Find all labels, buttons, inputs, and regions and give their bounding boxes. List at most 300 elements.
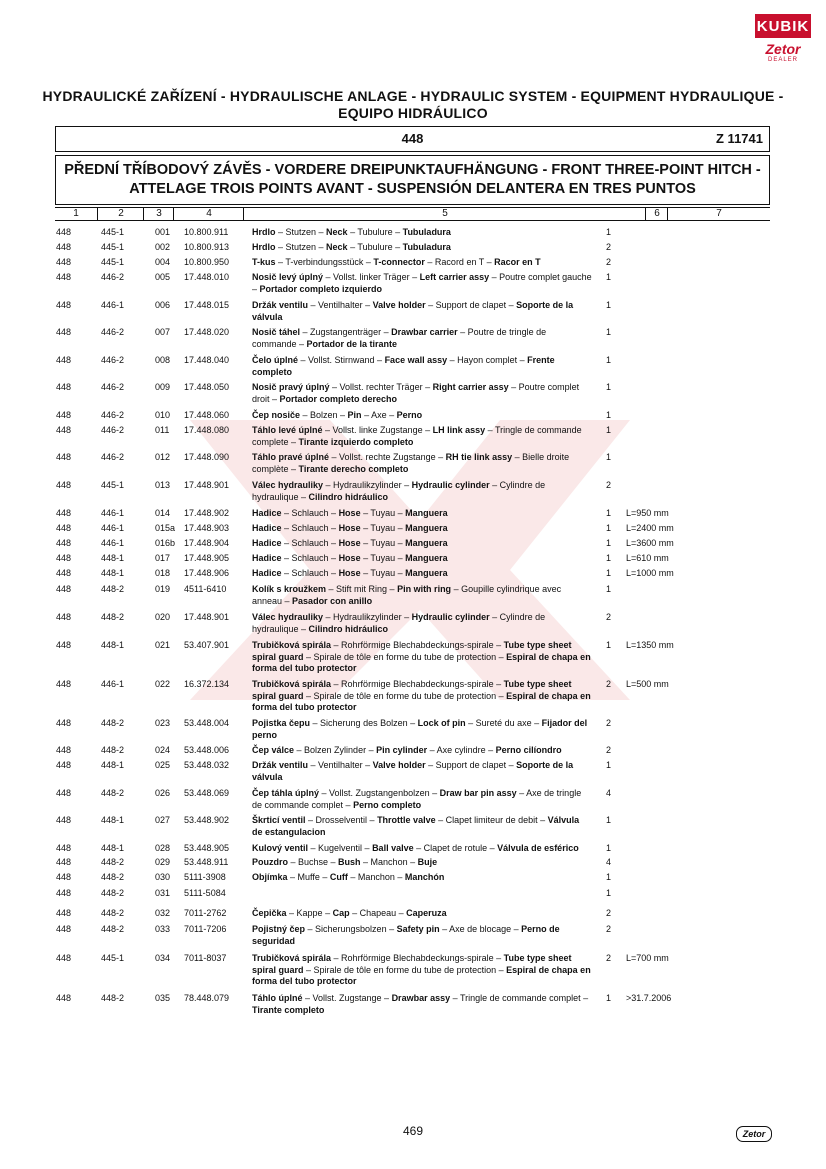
description-term: T-connector: [373, 257, 425, 267]
col-position: 006: [155, 300, 171, 310]
col-group: 448: [56, 480, 72, 490]
col-quantity: 1: [606, 272, 612, 282]
description-term: Espiral de chapa en forma del tubo protector: [252, 651, 591, 673]
col-group: 448: [56, 300, 72, 310]
col-part-number: 5111-5084: [184, 888, 226, 898]
col-illustration: 445-1: [101, 953, 125, 963]
description-term: Hadice: [252, 523, 282, 533]
description-text: – Zugstangenträger –: [300, 327, 392, 337]
description-text: – Spirale de tôle en forme du tube de protection –: [303, 690, 507, 701]
col-position: 013: [155, 480, 171, 490]
description-term: Válvula de estangulacion: [252, 815, 580, 837]
description-term: Pojistný čep: [252, 924, 306, 934]
description-text: – Kappe –: [286, 908, 333, 918]
col-quantity: 2: [606, 908, 612, 918]
col-group: 448: [56, 788, 72, 798]
logo-top-text: KUBIK: [756, 18, 810, 35]
col-description: [252, 257, 592, 269]
col-position: 028: [155, 843, 171, 853]
description-text: – Stutzen –: [275, 242, 327, 252]
description-term: Valve holder: [372, 760, 426, 770]
column-header-3: 3: [143, 208, 174, 220]
col-illustration: 446-1: [101, 508, 125, 518]
col-position: 014: [155, 508, 171, 518]
description-term: Cilindro hidráulico: [308, 623, 389, 634]
col-position: 026: [155, 788, 171, 798]
col-group: 448: [56, 815, 72, 825]
col-part-number: 17.448.906: [184, 568, 230, 578]
col-group: 448: [56, 843, 72, 853]
col-illustration: 445-1: [101, 257, 125, 267]
col-description: [252, 382, 592, 405]
group-box: [55, 126, 770, 152]
col-description: [252, 242, 592, 254]
description-text: – Poutre complet gauche –: [252, 272, 592, 294]
description-term: Táhlo pravé úplné: [252, 452, 330, 462]
description-term: Hadice: [252, 553, 282, 563]
col-part-number: 17.448.080: [184, 425, 230, 435]
col-note: L=1350 mm: [626, 640, 674, 650]
description-term: T-kus: [252, 257, 276, 267]
description-term: LH link assy: [432, 425, 486, 435]
col-description: [252, 815, 592, 838]
col-position: 024: [155, 745, 171, 755]
description-text: – Hydraulikzylinder –: [323, 612, 412, 622]
column-header-2: 2: [97, 208, 144, 220]
col-position: 016b: [155, 538, 176, 548]
column-header-row: [55, 207, 770, 221]
col-quantity: 1: [606, 300, 612, 310]
description-term: Pojistka čepu: [252, 718, 311, 728]
col-part-number: 53.448.006: [184, 745, 230, 755]
col-quantity: 2: [606, 953, 612, 963]
description-term: Buje: [417, 857, 438, 867]
col-position: 029: [155, 857, 171, 867]
col-quantity: 2: [606, 679, 612, 689]
description-text: – Cylindre de hydraulique –: [252, 612, 546, 634]
description-text: – T-verbindungsstück –: [275, 257, 374, 267]
description-term: Držák ventilu: [252, 760, 309, 770]
description-term: Tube type sheet spiral guard: [252, 640, 572, 662]
description-term: Tube type sheet spiral guard: [252, 679, 572, 701]
col-group: 448: [56, 523, 72, 533]
col-group: 448: [56, 993, 72, 1003]
description-text: – Vollst. rechter Träger –: [329, 382, 433, 392]
col-group: 448: [56, 888, 72, 898]
description-term: Portador de la tirante: [306, 338, 398, 349]
col-description: [252, 355, 592, 378]
description-text: – Rohrförmige Blechabdeckungs-spirale –: [331, 679, 504, 689]
column-header-5: 5: [243, 208, 646, 220]
col-quantity: 1: [606, 872, 612, 882]
description-term: Nosič pravý úplný: [252, 382, 330, 392]
col-illustration: 448-2: [101, 584, 125, 594]
description-term: Hose: [338, 553, 361, 563]
description-text: – Racord en T –: [424, 257, 495, 267]
description-text: – Poutre complet droit –: [252, 382, 580, 404]
col-description: [252, 953, 592, 988]
description-term: Nosič táhel: [252, 327, 301, 337]
description-term: Pin: [347, 410, 362, 420]
col-quantity: 2: [606, 257, 612, 267]
col-part-number: 17.448.905: [184, 553, 230, 563]
col-quantity: 2: [606, 480, 612, 490]
kubik-zetor-logo: [755, 14, 811, 68]
col-group: 448: [56, 760, 72, 770]
col-quantity: 1: [606, 993, 612, 1003]
col-part-number: 10.800.913: [184, 242, 230, 252]
heading-line-1: HYDRAULICKÉ ZAŘÍZENÍ - HYDRAULISCHE ANLAGE - HYDRAULIC SYSTEM - EQUIPMENT HYDRAULIQUE -: [42, 88, 784, 104]
description-term: Válvula de esférico: [497, 843, 579, 853]
col-group: 448: [56, 679, 72, 689]
col-description: [252, 568, 592, 580]
description-term: Manchón: [404, 872, 445, 882]
description-text: – Spirale de tôle en forme du tube de protection –: [303, 964, 507, 975]
col-note: L=1000 mm: [626, 568, 674, 578]
col-description: [252, 640, 592, 675]
col-position: 008: [155, 355, 171, 365]
description-term: Hadice: [252, 538, 282, 548]
col-description: [252, 584, 592, 607]
col-description: [252, 843, 592, 855]
description-term: Táhlo úplné: [252, 993, 303, 1003]
page-number: 469: [402, 1124, 424, 1138]
col-illustration: 448-1: [101, 640, 125, 650]
col-quantity: 1: [606, 327, 612, 337]
description-text: – Poutre de tringle de commande –: [252, 327, 547, 349]
col-quantity: 1: [606, 227, 612, 237]
description-text: – Tuyau –: [360, 553, 406, 563]
col-quantity: 1: [606, 568, 612, 578]
col-description: [252, 508, 592, 520]
col-position: 027: [155, 815, 171, 825]
col-position: 018: [155, 568, 171, 578]
footer-zetor-logo: Zetor: [736, 1126, 772, 1142]
description-text: – Schlauch –: [281, 538, 339, 548]
description-term: Tirante completo: [252, 1004, 325, 1015]
col-quantity: 2: [606, 242, 612, 252]
col-group: 448: [56, 718, 72, 728]
logo-sub-text: DEALER: [767, 57, 798, 63]
col-part-number: 7011-7206: [184, 924, 227, 934]
description-term: Manguera: [405, 523, 448, 533]
col-position: 022: [155, 679, 171, 689]
description-term: Ball valve: [372, 843, 414, 853]
subassembly-line-1: PŘEDNÍ TŘÍBODOVÝ ZÁVĚS - VORDERE DREIPUNKTAUFHÄNGUNG - FRONT THREE-POINT HITCH -: [64, 162, 761, 178]
description-text: – Hayon complet –: [447, 355, 528, 365]
description-term: Soporte de la válvula: [252, 300, 574, 322]
col-part-number: 17.448.904: [184, 538, 230, 548]
col-quantity: 4: [606, 857, 612, 867]
description-term: Tubuladura: [402, 242, 451, 252]
description-text: – Bolzen Zylinder –: [294, 745, 377, 755]
col-description: [252, 924, 592, 947]
col-illustration: 446-1: [101, 300, 125, 310]
col-quantity: 2: [606, 612, 612, 622]
description-term: Manguera: [405, 508, 448, 518]
col-group: 448: [56, 257, 72, 267]
description-term: Drawbar carrier: [391, 327, 458, 337]
col-part-number: 17.448.020: [184, 327, 230, 337]
col-part-number: 17.448.902: [184, 508, 230, 518]
col-position: 007: [155, 327, 171, 337]
col-part-number: 53.448.911: [184, 857, 229, 867]
description-text: – Vollst. Zugstange –: [302, 993, 392, 1003]
description-text: – Tubulure –: [347, 242, 403, 252]
description-text: – Axe cylindre –: [427, 745, 496, 755]
description-text: – Tringle de commande complete –: [252, 425, 582, 447]
description-term: Trubičková spirála: [252, 679, 332, 689]
col-part-number: 53.448.069: [184, 788, 230, 798]
description-term: Tirante izquierdo completo: [298, 436, 414, 447]
description-term: Perno cilíondro: [495, 745, 562, 755]
col-group: 448: [56, 425, 72, 435]
col-position: 023: [155, 718, 171, 728]
description-text: – Kugelventil –: [308, 843, 373, 853]
description-term: Hose: [338, 508, 361, 518]
col-description: [252, 425, 592, 448]
col-description: [252, 760, 592, 783]
col-illustration: 448-1: [101, 568, 125, 578]
description-term: Držák ventilu: [252, 300, 309, 310]
description-term: Hrdlo: [252, 227, 276, 237]
description-term: Fijador del perno: [252, 718, 588, 740]
col-illustration: 446-2: [101, 425, 125, 435]
col-description: [252, 553, 592, 565]
column-header-6: 6: [645, 208, 668, 220]
description-term: Portador completo izquierdo: [259, 283, 383, 294]
col-quantity: 1: [606, 538, 612, 548]
description-text: – Bielle droite complète –: [252, 452, 570, 474]
col-note: L=610 mm: [626, 553, 669, 563]
description-text: – Vollst. rechte Zugstange –: [329, 452, 446, 462]
col-position: 009: [155, 382, 171, 392]
description-term: Drawbar assy: [391, 993, 451, 1003]
col-illustration: 448-2: [101, 924, 125, 934]
col-group: 448: [56, 508, 72, 518]
description-text: – Tringle de commande complet –: [450, 993, 589, 1003]
description-text: – Bolzen –: [300, 410, 348, 420]
description-term: Čep táhla úplný: [252, 788, 320, 798]
col-illustration: 448-2: [101, 718, 125, 728]
col-illustration: 445-1: [101, 227, 125, 237]
description-text: – Support de clapet –: [425, 300, 517, 310]
col-part-number: 53.448.004: [184, 718, 230, 728]
description-term: Cap: [332, 908, 350, 918]
col-quantity: 1: [606, 410, 612, 420]
col-illustration: 448-2: [101, 872, 125, 882]
description-text: – Schlauch –: [281, 568, 339, 578]
description-term: Cilindro hidráulico: [308, 491, 389, 502]
description-term: Valve holder: [372, 300, 426, 310]
column-header-4: 4: [173, 208, 244, 220]
description-text: – Hydraulikzylinder –: [323, 480, 412, 490]
col-group: 448: [56, 908, 72, 918]
description-term: Espiral de chapa en forma del tubo protector: [252, 690, 591, 712]
col-description: [252, 908, 592, 920]
col-position: 032: [155, 908, 171, 918]
col-group: 448: [56, 872, 72, 882]
col-illustration: 446-1: [101, 523, 125, 533]
col-position: 005: [155, 272, 171, 282]
col-illustration: 448-1: [101, 843, 125, 853]
col-quantity: 1: [606, 523, 612, 533]
col-group: 448: [56, 640, 72, 650]
col-position: 011: [155, 425, 170, 435]
col-note: L=2400 mm: [626, 523, 674, 533]
col-illustration: 448-1: [101, 815, 125, 825]
col-quantity: 1: [606, 584, 612, 594]
section-heading: [40, 88, 786, 122]
col-part-number: 17.448.901: [184, 612, 230, 622]
col-description: [252, 745, 592, 757]
description-term: Pasador con anillo: [292, 595, 373, 606]
description-term: Tube type sheet spiral guard: [252, 953, 572, 975]
col-part-number: 17.448.050: [184, 382, 230, 392]
description-term: Hadice: [252, 568, 282, 578]
description-text: – Chapeau –: [349, 908, 407, 918]
description-text: – Vollst. Stirnwand –: [298, 355, 385, 365]
col-position: 031: [155, 888, 171, 898]
description-term: Čep válce: [252, 745, 295, 755]
description-term: Čelo úplné: [252, 355, 299, 365]
col-description: [252, 480, 592, 503]
description-text: – Tuyau –: [360, 508, 406, 518]
col-illustration: 446-1: [101, 679, 125, 689]
description-text: – Manchon –: [360, 857, 418, 867]
description-text: – Schlauch –: [281, 553, 339, 563]
col-illustration: 445-1: [101, 242, 125, 252]
description-term: RH tie link assy: [445, 452, 513, 462]
col-quantity: 2: [606, 718, 612, 728]
column-header-7: 7: [667, 208, 770, 220]
col-quantity: 2: [606, 745, 612, 755]
col-quantity: 2: [606, 924, 612, 934]
description-text: – Buchse –: [288, 857, 339, 867]
col-position: 034: [155, 953, 171, 963]
description-term: Hose: [338, 568, 361, 578]
col-group: 448: [56, 242, 72, 252]
col-group: 448: [56, 857, 72, 867]
col-illustration: 448-1: [101, 553, 125, 563]
description-text: – Vollst. Zugstangenbolzen –: [319, 788, 440, 798]
description-term: Válec hydrauliky: [252, 612, 324, 622]
col-part-number: 10.800.911: [184, 227, 229, 237]
col-part-number: 53.448.032: [184, 760, 230, 770]
description-term: Bush: [338, 857, 361, 867]
col-illustration: 446-2: [101, 272, 125, 282]
col-part-number: 4511-6410: [184, 584, 227, 594]
col-group: 448: [56, 327, 72, 337]
description-text: – Ventilhalter –: [308, 760, 373, 770]
col-note: >31.7.2006: [626, 993, 672, 1003]
col-group: 448: [56, 410, 72, 420]
description-term: Neck: [326, 227, 348, 237]
col-illustration: 446-2: [101, 355, 125, 365]
col-group: 448: [56, 584, 72, 594]
description-term: Cuff: [329, 872, 348, 882]
col-group: 448: [56, 553, 72, 563]
col-illustration: 446-2: [101, 452, 125, 462]
description-term: Draw bar pin assy: [439, 788, 517, 798]
description-term: Táhlo levé úplné: [252, 425, 323, 435]
col-position: 019: [155, 584, 171, 594]
heading-line-2: EQUIPO HIDRÁULICO: [338, 105, 488, 121]
col-quantity: 1: [606, 843, 612, 853]
col-position: 033: [155, 924, 171, 934]
col-note: L=500 mm: [626, 679, 669, 689]
group-code: Z 11741: [716, 131, 763, 146]
description-term: Throttle valve: [377, 815, 436, 825]
description-term: Kulový ventil: [252, 843, 309, 853]
col-group: 448: [56, 568, 72, 578]
description-term: Pouzdro: [252, 857, 288, 867]
description-term: Neck: [326, 242, 348, 252]
description-text: – Sureté du axe –: [465, 718, 542, 728]
description-term: Válec hydrauliky: [252, 480, 324, 490]
description-term: Trubičková spirála: [252, 953, 332, 963]
logo-bottom-text: Zetor: [765, 41, 801, 57]
description-text: – Rohrförmige Blechabdeckungs-spirale –: [331, 640, 504, 650]
col-illustration: 448-2: [101, 612, 125, 622]
description-text: – Tuyau –: [360, 538, 406, 548]
description-term: Pin with ring: [397, 584, 452, 594]
description-term: Left carrier assy: [419, 272, 490, 282]
col-part-number: 17.448.903: [184, 523, 230, 533]
description-term: Tirante derecho completo: [298, 463, 409, 474]
col-part-number: 17.448.015: [184, 300, 230, 310]
group-number: 448: [401, 131, 424, 146]
col-part-number: 5111-3908: [184, 872, 226, 882]
col-position: 030: [155, 872, 171, 882]
col-group: 448: [56, 227, 72, 237]
col-illustration: 446-2: [101, 327, 125, 337]
col-position: 012: [155, 452, 171, 462]
col-note: L=700 mm: [626, 953, 669, 963]
col-description: [252, 227, 592, 239]
description-term: Perno completo: [353, 799, 422, 810]
description-term: Caperuza: [406, 908, 447, 918]
description-text: – Manchon –: [347, 872, 405, 882]
description-term: Face wall assy: [384, 355, 448, 365]
col-illustration: 448-2: [101, 857, 125, 867]
col-group: 448: [56, 382, 72, 392]
col-part-number: 17.448.901: [184, 480, 230, 490]
description-text: – Axe –: [361, 410, 397, 420]
description-term: Safety pin: [396, 924, 440, 934]
description-text: – Axe de blocage –: [439, 924, 522, 934]
col-illustration: 446-2: [101, 410, 125, 420]
description-term: Hose: [338, 538, 361, 548]
col-part-number: 17.448.060: [184, 410, 230, 420]
col-description: [252, 538, 592, 550]
description-term: Perno: [396, 410, 423, 420]
col-part-number: 7011-2762: [184, 908, 227, 918]
description-term: Espiral de chapa en forma del tubo protector: [252, 964, 591, 986]
description-term: Čep nosiče: [252, 410, 301, 420]
col-quantity: 1: [606, 425, 612, 435]
col-description: [252, 410, 592, 422]
col-description: [252, 718, 592, 741]
description-term: Racor en T: [494, 257, 541, 267]
description-text: – Clapet de rotule –: [413, 843, 498, 853]
description-term: Hydraulic cylinder: [411, 480, 490, 490]
description-term: Trubičková spirála: [252, 640, 332, 650]
col-description: [252, 993, 592, 1016]
description-text: – Sicherungsbolzen –: [305, 924, 397, 934]
col-quantity: 1: [606, 553, 612, 563]
col-description: [252, 788, 592, 811]
